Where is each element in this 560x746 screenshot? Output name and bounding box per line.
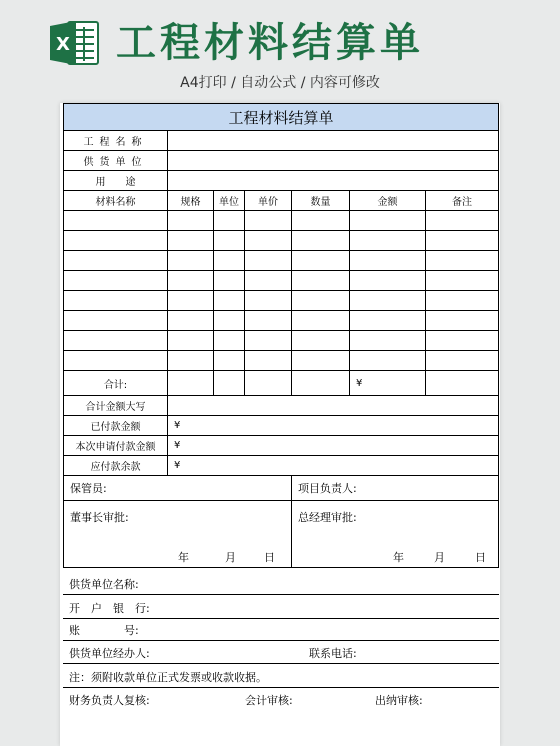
table-cell[interactable] <box>63 230 168 251</box>
table-cell[interactable] <box>291 330 350 351</box>
summary-label-balance: 应付款余款 <box>63 455 168 476</box>
table-cell[interactable] <box>213 270 245 291</box>
sheet-title: 工程材料结算单 <box>63 103 499 131</box>
total-cell[interactable] <box>213 370 245 396</box>
total-amount[interactable]: ¥ <box>349 370 426 396</box>
supplier-value[interactable] <box>167 150 499 171</box>
chairman-approval[interactable]: 董事长审批: <box>63 500 292 548</box>
table-cell[interactable] <box>63 330 168 351</box>
note-row <box>63 664 499 688</box>
table-cell[interactable] <box>425 310 499 331</box>
table-cell[interactable] <box>244 250 292 271</box>
chairman-year: 年 <box>178 551 189 564</box>
table-cell[interactable] <box>167 210 214 231</box>
bank-label: 开 户 银 行: <box>69 602 150 615</box>
purpose-label: 用 途 <box>63 170 168 191</box>
finance-label: 财务负责人复核: <box>69 694 150 707</box>
page-subtitle: A4打印 / 自动公式 / 内容可修改 <box>180 75 380 91</box>
table-cell[interactable] <box>425 290 499 311</box>
col-header-amount: 金额 <box>349 190 426 211</box>
table-cell[interactable] <box>244 230 292 251</box>
table-cell[interactable] <box>213 330 245 351</box>
table-cell[interactable] <box>425 250 499 271</box>
project-name-value[interactable] <box>167 130 499 151</box>
keeper-label: 保管员: <box>63 475 292 501</box>
col-header-unit: 单位 <box>213 190 245 211</box>
table-cell[interactable] <box>167 250 214 271</box>
table-cell[interactable] <box>244 350 292 371</box>
table-cell[interactable] <box>63 290 168 311</box>
table-cell[interactable] <box>425 270 499 291</box>
total-cell[interactable] <box>425 370 499 396</box>
table-cell[interactable] <box>425 210 499 231</box>
note-text: 注：须附收款单位正式发票或收款收据。 <box>69 671 267 684</box>
table-cell[interactable] <box>291 350 350 371</box>
chairman-day: 日 <box>264 551 275 564</box>
table-cell[interactable] <box>425 330 499 351</box>
total-cell[interactable] <box>291 370 350 396</box>
table-cell[interactable] <box>213 310 245 331</box>
table-cell[interactable] <box>291 250 350 271</box>
chairman-date-row <box>63 547 292 568</box>
review-row <box>63 688 499 710</box>
accountant-label: 会计审核: <box>245 694 293 707</box>
table-cell[interactable] <box>63 250 168 271</box>
table-cell[interactable] <box>291 210 350 231</box>
col-header-spec: 规格 <box>167 190 214 211</box>
page-header <box>0 0 560 100</box>
gm-approval[interactable]: 总经理审批: <box>291 500 499 548</box>
total-label: 合计: <box>63 370 168 396</box>
table-cell[interactable] <box>63 350 168 371</box>
table-cell[interactable] <box>349 310 426 331</box>
summary-value-request[interactable]: ¥ <box>167 435 499 456</box>
settlement-sheet <box>60 103 500 746</box>
table-cell[interactable] <box>167 230 214 251</box>
table-cell[interactable] <box>291 270 350 291</box>
col-header-material: 材料名称 <box>63 190 168 211</box>
table-cell[interactable] <box>244 270 292 291</box>
table-cell[interactable] <box>291 230 350 251</box>
handler-label: 供货单位经办人: <box>69 647 150 660</box>
summary-label-request: 本次申请付款金额 <box>63 435 168 456</box>
supplier-label: 供货单位 <box>63 150 168 171</box>
table-cell[interactable] <box>167 270 214 291</box>
account-row[interactable] <box>63 619 499 641</box>
chairman-month: 月 <box>225 551 236 564</box>
summary-value-paid[interactable]: ¥ <box>167 415 499 436</box>
table-cell[interactable] <box>244 330 292 351</box>
table-cell[interactable] <box>213 230 245 251</box>
table-cell[interactable] <box>349 330 426 351</box>
account-label: 账 号: <box>69 624 139 637</box>
handler-row[interactable] <box>63 641 499 664</box>
table-cell[interactable] <box>167 290 214 311</box>
table-cell[interactable] <box>425 230 499 251</box>
summary-value-balance[interactable]: ¥ <box>167 455 499 476</box>
col-header-remark: 备注 <box>425 190 499 211</box>
table-cell[interactable] <box>349 290 426 311</box>
phone-label: 联系电话: <box>309 647 357 660</box>
table-cell[interactable] <box>167 330 214 351</box>
summary-value-uppercase[interactable] <box>167 395 499 416</box>
project-lead-label: 项目负责人: <box>291 475 499 501</box>
total-cell[interactable] <box>244 370 292 396</box>
table-cell[interactable] <box>349 270 426 291</box>
page-title: 工程材料结算单 <box>116 20 424 66</box>
table-cell[interactable] <box>213 350 245 371</box>
summary-label-uppercase: 合计金额大写 <box>63 395 168 416</box>
table-cell[interactable] <box>167 350 214 371</box>
table-cell[interactable] <box>349 250 426 271</box>
table-cell[interactable] <box>244 290 292 311</box>
excel-icon <box>48 18 100 68</box>
table-cell[interactable] <box>63 270 168 291</box>
col-header-qty: 数量 <box>291 190 350 211</box>
bank-row[interactable] <box>63 595 499 619</box>
supplier-name-row[interactable] <box>63 573 499 595</box>
table-cell[interactable] <box>291 310 350 331</box>
gm-day: 日 <box>475 551 486 564</box>
col-header-price: 单价 <box>244 190 292 211</box>
cashier-label: 出纳审核: <box>375 694 423 707</box>
supplier-name-label: 供货单位名称: <box>69 578 139 591</box>
table-cell[interactable] <box>213 210 245 231</box>
svg-text:X: X <box>56 34 70 55</box>
purpose-value[interactable] <box>167 170 499 191</box>
table-cell[interactable] <box>425 350 499 371</box>
table-cell[interactable] <box>167 310 214 331</box>
total-cell[interactable] <box>167 370 214 396</box>
gm-year: 年 <box>393 551 404 564</box>
table-cell[interactable] <box>244 210 292 231</box>
gm-month: 月 <box>434 551 445 564</box>
table-cell[interactable] <box>291 290 350 311</box>
project-name-label: 工程名称 <box>63 130 168 151</box>
table-cell[interactable] <box>244 310 292 331</box>
table-cell[interactable] <box>349 230 426 251</box>
table-cell[interactable] <box>349 350 426 371</box>
summary-label-paid: 已付款金额 <box>63 415 168 436</box>
table-cell[interactable] <box>213 290 245 311</box>
table-cell[interactable] <box>63 210 168 231</box>
table-cell[interactable] <box>349 210 426 231</box>
gm-date-row <box>291 547 499 568</box>
table-cell[interactable] <box>63 310 168 331</box>
table-cell[interactable] <box>213 250 245 271</box>
